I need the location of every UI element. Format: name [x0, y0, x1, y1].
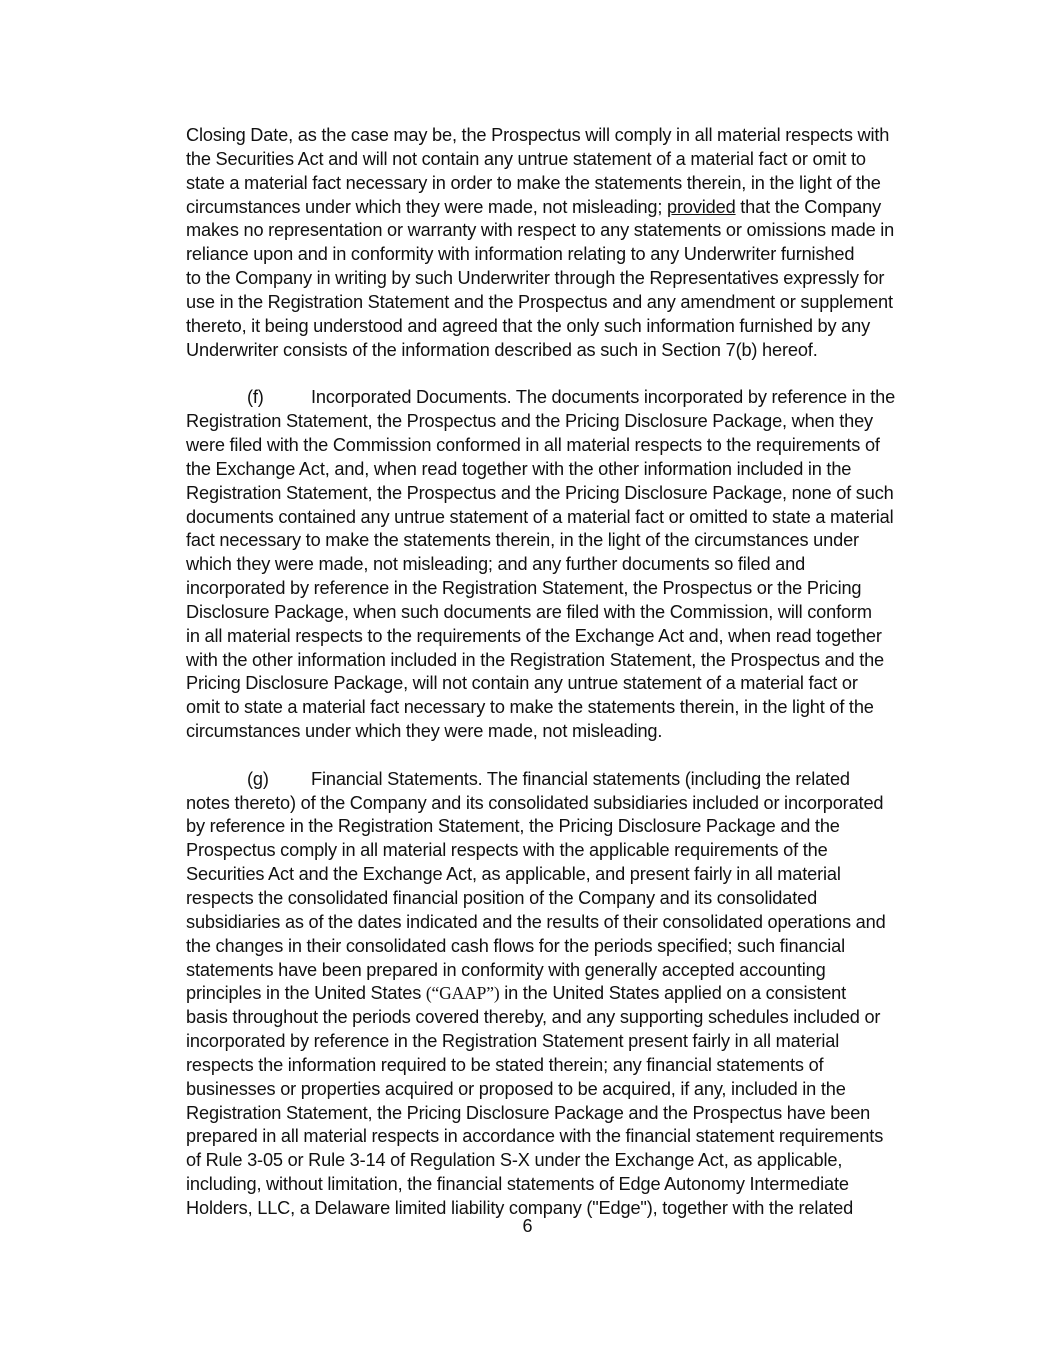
section-f-heading-line: [186, 386, 936, 410]
text-fragment: principles in the United States: [186, 983, 426, 1004]
text-line: notes thereto) of the Company and its consolidated subsidiaries included or incorporated: [186, 792, 884, 813]
body-text: [186, 124, 936, 1221]
text-line: [186, 982, 936, 1006]
text-line: incorporated by reference in the Registration Statement present fairly in all material: [186, 1031, 840, 1052]
text-line: reliance upon and in conformity with information relating to any Underwriter furnished: [186, 244, 855, 265]
text-line: the Securities Act and will not contain any untrue statement of a material fact or omit to: [186, 148, 866, 169]
text-line: Disclosure Package, when such documents are filed with the Commission, will conform: [186, 601, 872, 622]
text-line: state a material fact necessary in order to make the statements therein, in the light of the: [186, 172, 881, 193]
text-line: [186, 196, 936, 220]
text-fragment: in the United States applied on a consistent: [499, 983, 847, 1004]
text-line: incorporated by reference in the Registration Statement, the Prospectus or the Pricing: [186, 578, 862, 599]
text-fragment: that the Company: [735, 196, 882, 217]
text-line: Securities Act and the Exchange Act, as applicable, and present fairly in all material: [186, 864, 841, 885]
provided-term: provided: [667, 196, 736, 217]
text-line: circumstances under which they were made, not misleading.: [186, 721, 663, 742]
text-line: statements have been prepared in conformity with generally accepted accounting: [186, 959, 826, 980]
text-line: with the other information included in the Registration Statement, the Prospectus and the: [186, 649, 885, 670]
text-line: to the Company in writing by such Underwriter through the Representatives expressly for: [186, 268, 885, 289]
text-line: Prospectus comply in all material respects with the applicable requirements of the: [186, 840, 828, 861]
text-line: Registration Statement, the Pricing Disclosure Package and the Prospectus have been: [186, 1102, 871, 1123]
text-line: were filed with the Commission conformed in all material respects to the requirements of: [186, 434, 880, 455]
text-line: thereto, it being understood and agreed that the only such information furnished by any: [186, 315, 871, 336]
text-line: makes no representation or warranty with respect to any statements or omissions made in: [186, 220, 895, 241]
paragraph-gap: [186, 362, 936, 386]
section-number: (g): [247, 768, 269, 789]
page-number: 6: [522, 1216, 533, 1236]
text-line: of Rule 3-05 or Rule 3-14 of Regulation S-X under the Exchange Act, as applicable,: [186, 1150, 843, 1171]
text-line: basis throughout the periods covered thereby, and any supporting schedules included or: [186, 1007, 881, 1028]
section-g-heading-line: [186, 768, 936, 792]
text-fragment: Incorporated Documents. The documents incorporated by reference in the: [311, 387, 896, 408]
text-line: which they were made, not misleading; and any further documents so filed and: [186, 554, 806, 575]
text-fragment: circumstances under which they were made, not misleading;: [186, 196, 667, 217]
text-line: Holders, LLC, a Delaware limited liability company ("Edge"), together with the related: [186, 1197, 854, 1218]
text-line: Underwriter consists of the information described as such in Section 7(b) hereof.: [186, 339, 818, 360]
section-g-financial-statements: [186, 768, 936, 1221]
text-line: respects the information required to be stated therein; any financial statements of: [186, 1054, 824, 1075]
text-line: including, without limitation, the financial statements of Edge Autonomy Intermediate: [186, 1174, 849, 1195]
gaap-term: (“GAAP”): [425, 983, 500, 1004]
text-line: use in the Registration Statement and the Prospectus and any amendment or supplement: [186, 291, 893, 312]
section-number: (f): [247, 387, 264, 408]
text-line: Pricing Disclosure Package, will not contain any untrue statement of a material fact or: [186, 673, 858, 694]
text-line: by reference in the Registration Statement, the Pricing Disclosure Package and the: [186, 816, 840, 837]
text-line: subsidiaries as of the dates indicated and the results of their consolidated operations and: [186, 911, 886, 932]
paragraph-gap: [186, 744, 936, 768]
paragraph-continuation: [186, 124, 936, 362]
text-fragment: Financial Statements. The financial statements (including the related: [311, 768, 850, 789]
text-line: respects the consolidated financial position of the Company and its consolidated: [186, 888, 818, 908]
text-line: prepared in all material respects in accordance with the financial statement requirements: [186, 1126, 884, 1147]
text-line: in all material respects to the requirements of the Exchange Act and, when read together: [186, 625, 882, 646]
text-line: omit to state a material fact necessary to make the statements therein, in the light of the: [186, 697, 874, 718]
text-line: Registration Statement, the Prospectus and the Pricing Disclosure Package, when they: [186, 411, 874, 432]
text-line: businesses or properties acquired or proposed to be acquired, if any, included in the: [186, 1078, 846, 1099]
text-line: the Exchange Act, and, when read together with the other information included in the: [186, 458, 852, 479]
text-line: fact necessary to make the statements therein, in the light of the circumstances under: [186, 530, 859, 551]
text-line: Registration Statement, the Prospectus and the Pricing Disclosure Package, none of such: [186, 482, 894, 503]
text-line: Closing Date, as the case may be, the Prospectus will comply in all material respects with: [186, 125, 890, 145]
section-f-incorporated-documents: [186, 386, 936, 744]
text-line: the changes in their consolidated cash flows for the periods specified; such financial: [186, 935, 846, 956]
text-line: documents contained any untrue statement of a material fact or omitted to state a material: [186, 506, 894, 527]
